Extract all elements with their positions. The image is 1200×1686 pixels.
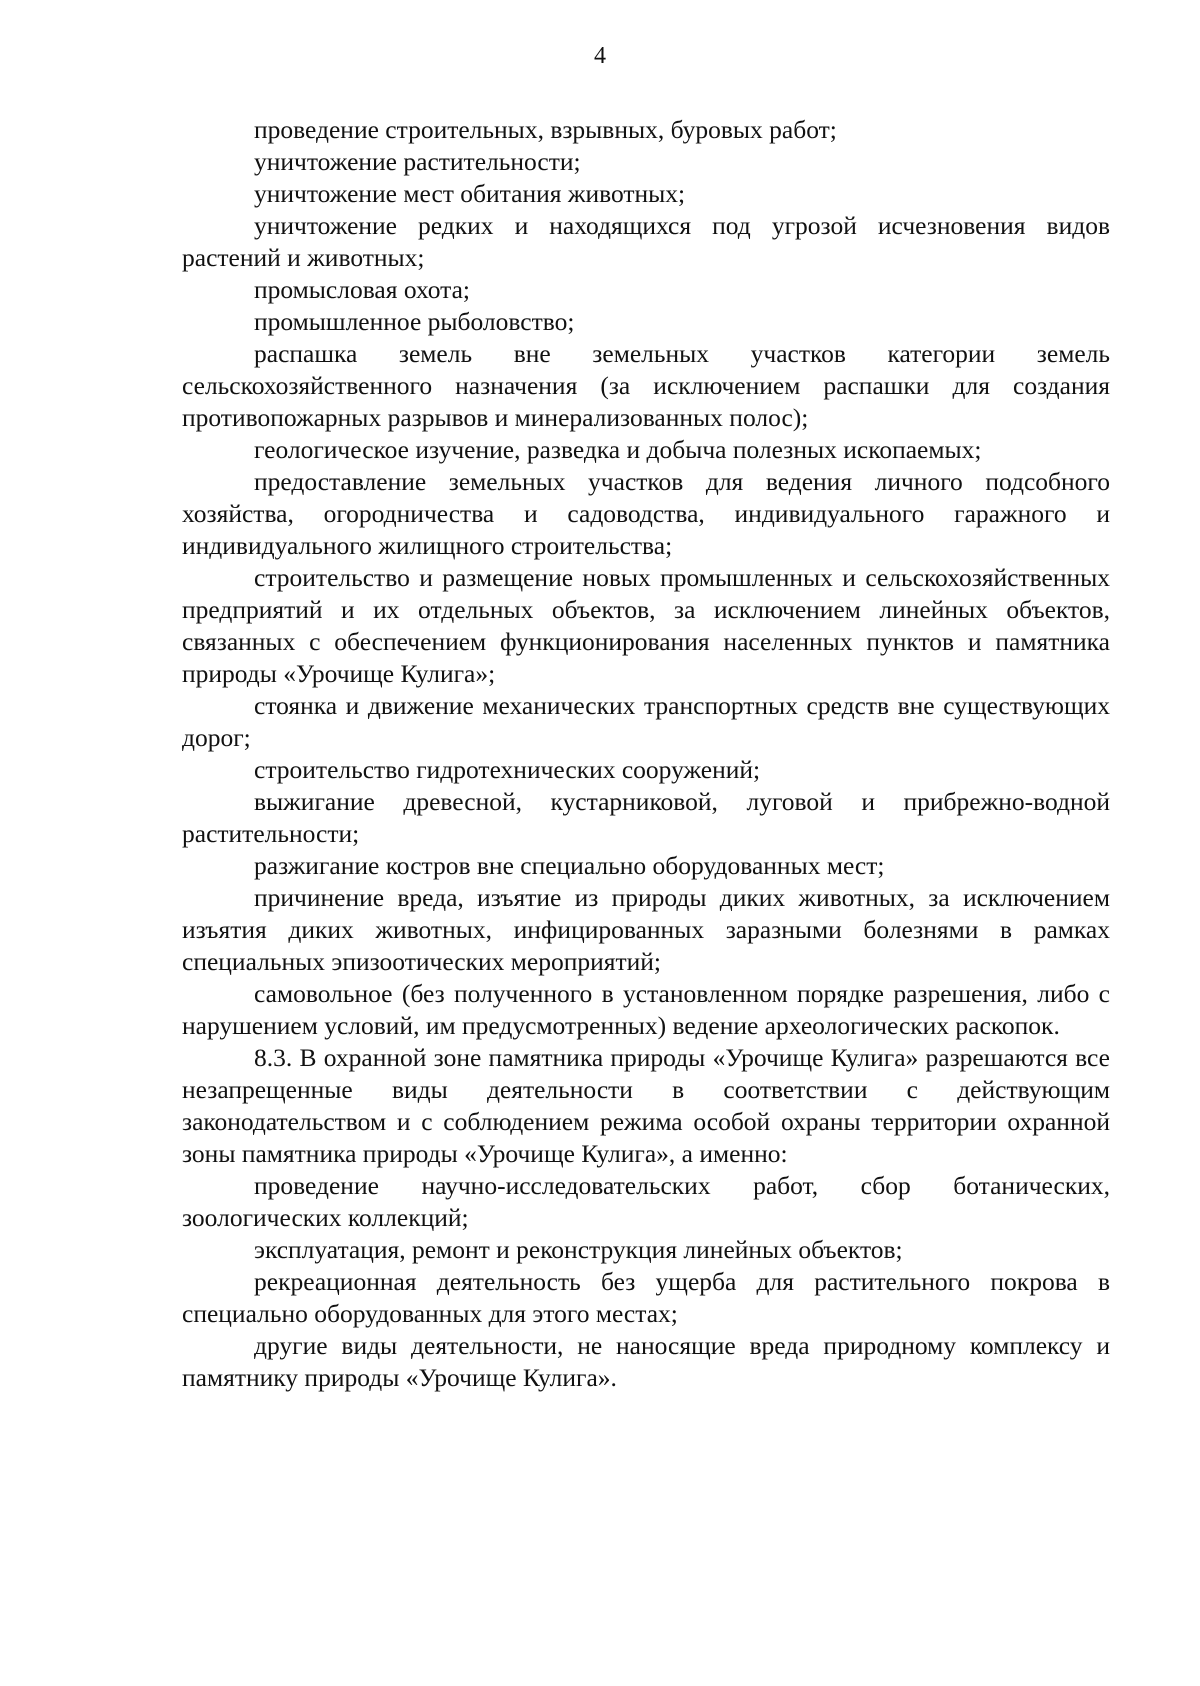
list-item-linear-objects: эксплуатация, ремонт и реконструкция линейных объектов; (254, 1235, 903, 1264)
list-item-ploughing: распашка земель вне земельных участков категории земель сельскохозяйственного назначения (за исключением распашки для создания противопожарных разрывов и минерализованных полос); (182, 339, 1110, 432)
list-item-burning: выжигание древесной, кустарниковой, луговой и прибрежно-водной растительности; (182, 787, 1110, 848)
list-item-hydro-structures: строительство гидротехнических сооружений; (254, 755, 761, 784)
list-item-research: проведение научно-исследовательских работ, сбор ботанических, зоологических коллекций; (182, 1171, 1110, 1232)
list-item-vegetation-destruction: уничтожение растительности; (254, 147, 581, 176)
list-item-animal-harm: причинение вреда, изъятие из природы диких животных, за исключением изъятия диких животных, инфицированных заразными болезнями в рамках специальных эпизоотических мероприятий; (182, 883, 1110, 976)
list-item-vehicles: стоянка и движение механических транспортных средств вне существующих дорог; (182, 691, 1110, 752)
list-item-campfires: разжигание костров вне специально оборудованных мест; (254, 851, 885, 880)
list-item-hunting: промысловая охота; (254, 275, 471, 304)
list-item-rare-species: уничтожение редких и находящихся под угрозой исчезновения видов растений и животных; (182, 211, 1110, 272)
list-item-land-allocation: предоставление земельных участков для ведения личного подсобного хозяйства, огородничества и садоводства, индивидуального гаражного и индивидуального жилищного строительства; (182, 467, 1110, 560)
list-item-construction-works: проведение строительных, взрывных, буровых работ; (254, 115, 837, 144)
list-item-habitat-destruction: уничтожение мест обитания животных; (254, 179, 686, 208)
list-item-excavations: самовольное (без полученного в установленном порядке разрешения, либо с нарушением условий, им предусмотренных) ведение археологических раскопок. (182, 979, 1110, 1040)
list-item-geology: геологическое изучение, разведка и добыча полезных ископаемых; (254, 435, 982, 464)
document-body (182, 114, 1110, 1394)
section-8-3: 8.3. В охранной зоне памятника природы «Урочище Кулига» разрешаются все незапрещенные виды деятельности в соответствии с действующим законодательством и с соблюдением режима особой охраны территории охранной зоны памятника природы «Урочище Кулига», а именно: (182, 1043, 1110, 1168)
list-item-other-activities: другие виды деятельности, не наносящие вреда природному комплексу и памятнику природы «Урочище Кулига». (182, 1331, 1110, 1392)
list-item-fishing: промышленное рыболовство; (254, 307, 575, 336)
list-item-recreation: рекреационная деятельность без ущерба для растительного покрова в специально оборудованных для этого местах; (182, 1267, 1110, 1328)
list-item-new-enterprises: строительство и размещение новых промышленных и сельскохозяйственных предприятий и их отдельных объектов, за исключением линейных объектов, связанных с обеспечением функционирования населенных пунктов и памятника природы «Урочище Кулига»; (182, 563, 1110, 688)
page-number: 4 (594, 43, 606, 69)
